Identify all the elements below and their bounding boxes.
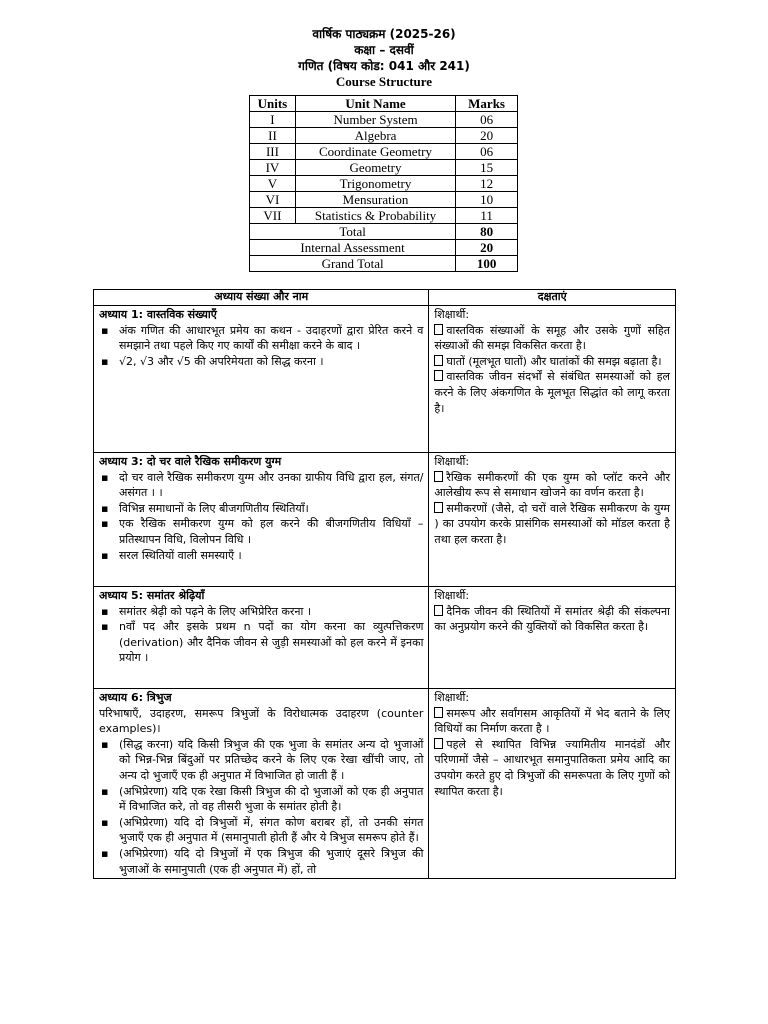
competency-content xyxy=(429,689,676,879)
chapter-title: अध्याय 3: दो चर वाले रैखिक समीकरण युग्म xyxy=(99,455,282,468)
checkbox-icon xyxy=(434,355,443,366)
unit-name-cell: Geometry xyxy=(295,160,455,176)
table-row xyxy=(250,176,518,192)
chapter-title: अध्याय 1: वास्तविक संख्याएँ xyxy=(99,308,217,321)
document-header xyxy=(0,26,768,90)
chapter-intro: परिभाषाएँ, उदाहरण, समरूप त्रिभुजों के विरोधात्मक उदाहरण (counter examples)। xyxy=(99,706,424,736)
marks-cell: 11 xyxy=(456,208,518,224)
learner-label: शिक्षार्थी: xyxy=(434,308,470,321)
internal-label: Internal Assessment xyxy=(250,240,456,256)
col-chapter: अध्याय संख्या और नाम xyxy=(94,290,429,306)
chapter-row-3 xyxy=(94,453,676,587)
chapter-content xyxy=(94,453,429,587)
checkbox-icon xyxy=(434,471,443,482)
competency-content xyxy=(429,587,676,689)
col-units: Units xyxy=(250,96,296,112)
learner-label: शिक्षार्थी: xyxy=(434,691,470,704)
grand-total-value: 100 xyxy=(456,256,518,272)
chapter-title: अध्याय 5: समांतर श्रेढ़ियाँ xyxy=(99,589,205,602)
header-course-structure: Course Structure xyxy=(335,74,433,89)
total-row xyxy=(250,224,518,240)
list-item: ▪ विभिन्न समाधानों के लिए बीजगणितीय स्थितियाँ। xyxy=(119,501,423,517)
table-row xyxy=(250,208,518,224)
col-unit-name: Unit Name xyxy=(295,96,455,112)
list-item: रैखिक समीकरणों की एक युग्म को प्लॉट करने और आलेखीय रूप से समाधान खोजने का वर्णन करता है। xyxy=(434,470,670,500)
competency-content xyxy=(429,453,676,587)
list-item: घातों (मूलभूत घातों) और घातांकों की समझ बढ़ाता है। xyxy=(434,354,670,370)
internal-value: 20 xyxy=(456,240,518,256)
learner-label: शिक्षार्थी: xyxy=(434,455,470,468)
unit-cell: II xyxy=(250,128,296,144)
unit-name-cell: Statistics & Probability xyxy=(295,208,455,224)
unit-cell: III xyxy=(250,144,296,160)
checkbox-icon xyxy=(434,738,443,749)
checkbox-icon xyxy=(434,324,443,335)
unit-name-cell: Number System xyxy=(295,112,455,128)
grand-total-label: Grand Total xyxy=(250,256,456,272)
grand-total-row xyxy=(250,256,518,272)
unit-name-cell: Coordinate Geometry xyxy=(295,144,455,160)
syllabus-table xyxy=(93,289,676,879)
internal-row xyxy=(250,240,518,256)
marks-cell: 06 xyxy=(456,112,518,128)
syllabus-header-row xyxy=(94,290,676,306)
marks-cell: 10 xyxy=(456,192,518,208)
chapter-row-1 xyxy=(94,306,676,453)
list-item: ▪ दो चर वाले रैखिक समीकरण युग्म और उनका ग्राफीय विधि द्वारा हल, संगत/असंगत । । xyxy=(119,470,423,501)
learner-label: शिक्षार्थी: xyxy=(434,589,470,602)
unit-name-cell: Mensuration xyxy=(295,192,455,208)
unit-cell: IV xyxy=(250,160,296,176)
table-row xyxy=(250,128,518,144)
list-item: ▪ (अभिप्रेरणा) यदि दो त्रिभुजों में, संगत कोण बराबर हों, तो उनकी संगत भुजाएँ एक ही अनुपात में (समानुपाती होती हैं और ये त्रिभुज समरूप होते हैं। xyxy=(119,815,423,846)
competency-content xyxy=(429,306,676,453)
topic-list xyxy=(99,470,423,564)
topic-list xyxy=(99,323,423,370)
list-item: समीकरणों (जैसे, दो चरों वाले रैखिक समीकरण के युग्म ) का उपयोग करके प्रासंगिक समस्याओं को मॉडल करता है तथा हल करता है। xyxy=(434,501,670,546)
unit-cell: VII xyxy=(250,208,296,224)
header-subject: गणित (विषय कोड: 041 और 241) xyxy=(298,59,470,73)
chapter-title: अध्याय 6: त्रिभुज xyxy=(99,691,172,704)
table-row xyxy=(250,160,518,176)
chapter-content xyxy=(94,689,429,879)
list-item: ▪ समांतर श्रेढ़ी को पढ़ने के लिए अभिप्रेरित करना । xyxy=(119,604,423,620)
list-item: ▪ (अभिप्रेरणा) यदि एक रेखा किसी त्रिभुज की दो भुजाओं को एक ही अनुपात में विभाजित करे, तो वह तीसरी भुजा के समांतर होती है। xyxy=(119,784,423,815)
marks-cell: 12 xyxy=(456,176,518,192)
chapter-content xyxy=(94,587,429,689)
checkbox-icon xyxy=(434,502,443,513)
col-marks: Marks xyxy=(456,96,518,112)
checkbox-icon xyxy=(434,605,443,616)
list-item: ▪ सरल स्थितियों वाली समस्याएँ । xyxy=(119,548,423,564)
list-item: समरूप और सर्वांगसम आकृतियों में भेद बताने के लिए विधियों का निर्माण करता है । xyxy=(434,706,670,736)
col-competencies: दक्षताएं xyxy=(429,290,676,306)
list-item: ▪ एक रैखिक समीकरण युग्म को हल करने की बीजगणितीय विधियाँ – प्रतिस्थापन विधि, विलोपन विधि । xyxy=(119,516,423,547)
list-item: वास्तविक जीवन संदर्भों से संबंधित समस्याओं को हल करने के लिए अंकगणित के मूलभूत सिद्धांत को लागू करता है। xyxy=(434,370,670,415)
topic-list xyxy=(99,737,423,877)
header-class: कक्षा – दसवीं xyxy=(354,43,414,57)
list-item: ▪ (सिद्ध करना) यदि किसी त्रिभुज की एक भुजा के समांतर अन्य दो भुजाओं को भिन्न-भिन्न बिंदुओं पर प्रतिच्छेद करने के लिए एक रेखा खींची जाए, तो अन्य दो भुजाएँ एक ही अनुपात में विभाजित हो जाती हैं । xyxy=(119,737,423,784)
unit-cell: V xyxy=(250,176,296,192)
list-item: ▪ अंक गणित की आधारभूत प्रमेय का कथन - उदाहरणों द्वारा प्रेरित करने व समझाने तथा पहले किए गए कार्यों की समीक्षा करने के बाद । xyxy=(119,323,423,354)
checkbox-icon xyxy=(434,370,443,381)
table-row xyxy=(250,144,518,160)
marks-cell: 06 xyxy=(456,144,518,160)
list-item: ▪ nवाँ पद और इसके प्रथम n पदों का योग करना का व्युत्पत्तिकरण (derivation) और दैनिक जीवन से जुड़ी समस्याओं को हल करने में इनका प्रयोग । xyxy=(119,619,423,666)
table-row xyxy=(250,192,518,208)
chapter-row-5 xyxy=(94,587,676,689)
total-label: Total xyxy=(250,224,456,240)
unit-name-cell: Algebra xyxy=(295,128,455,144)
list-item: दैनिक जीवन की स्थितियों में समांतर श्रेढ़ी की संकल्पना का अनुप्रयोग करने की युक्तियों को विकसित करता है। xyxy=(434,604,670,634)
marks-cell: 15 xyxy=(456,160,518,176)
unit-cell: VI xyxy=(250,192,296,208)
marks-cell: 20 xyxy=(456,128,518,144)
checkbox-icon xyxy=(434,707,443,718)
total-value: 80 xyxy=(456,224,518,240)
chapter-content xyxy=(94,306,429,453)
table-row xyxy=(250,112,518,128)
list-item: ▪ √2, √3 और √5 की अपरिमेयता को सिद्ध करना । xyxy=(119,354,423,370)
list-item: ▪ (अभिप्रेरणा) यदि दो त्रिभुजों में एक त्रिभुज की भुजाएं दूसरे त्रिभुज की भुजाओं के समानुपाती (एक ही अनुपात में) हों, तो xyxy=(119,846,423,877)
unit-name-cell: Trigonometry xyxy=(295,176,455,192)
topic-list xyxy=(99,604,423,666)
list-item: वास्तविक संख्याओं के समूह और उसके गुणों सहित संख्याओं की समझ विकसित करता है। xyxy=(434,323,670,353)
course-structure-table xyxy=(249,95,518,272)
header-title: वार्षिक पाठ्यक्रम (2025-26) xyxy=(312,27,456,41)
table-header-row xyxy=(250,96,518,112)
list-item: पहले से स्थापित विभिन्न ज्यामितीय मानदंडों और परिणामों जैसे – आधारभूत समानुपातिकता प्रमेय आदि का उपयोग करते हुए दो त्रिभुजों की समरूपता के लिए गुणों को स्थापित करता है। xyxy=(434,737,670,798)
chapter-row-6 xyxy=(94,689,676,879)
unit-cell: I xyxy=(250,112,296,128)
